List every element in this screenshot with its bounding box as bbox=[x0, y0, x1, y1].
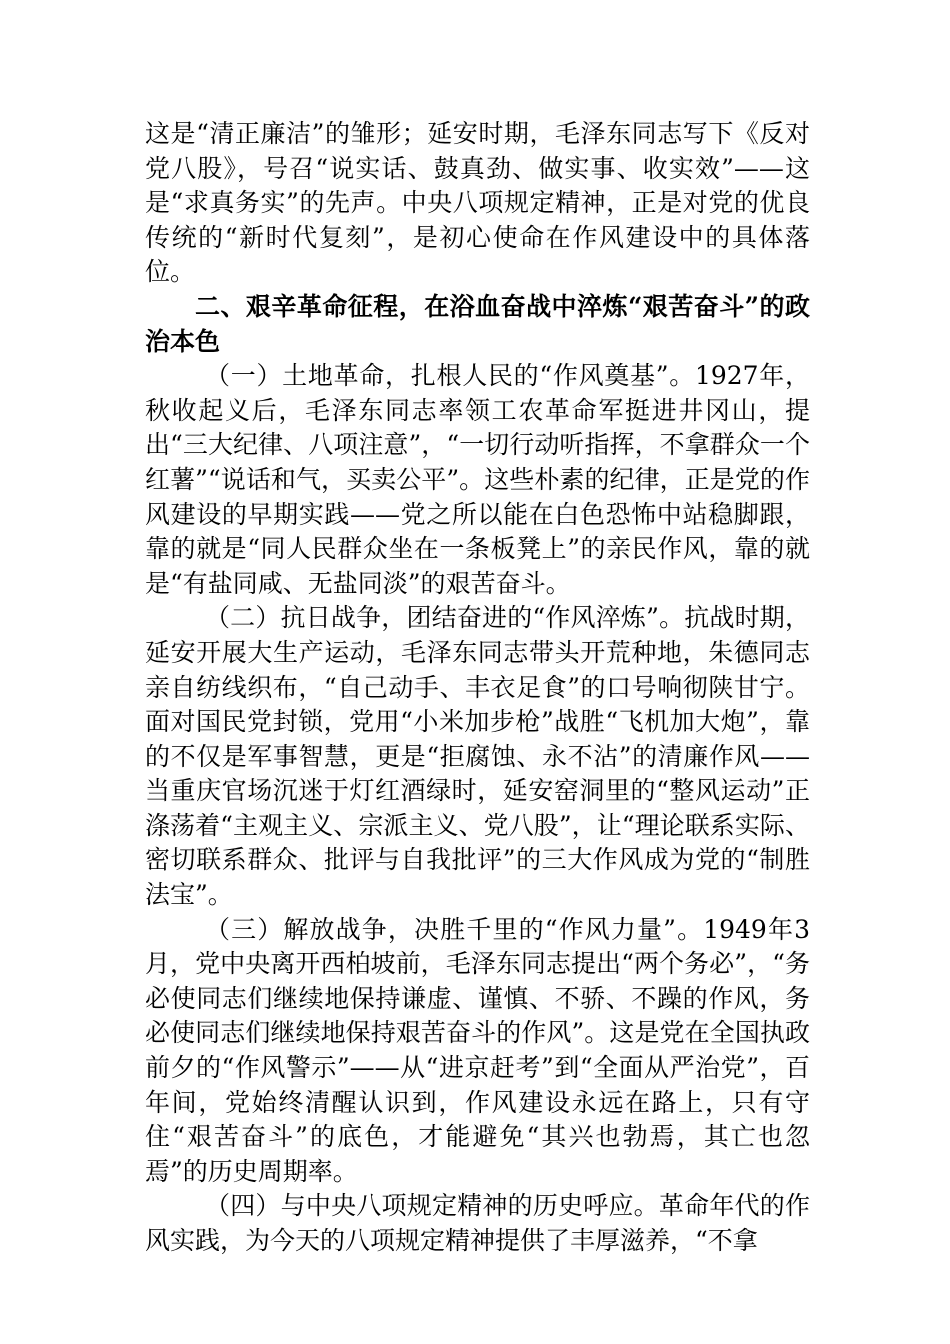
paragraph-anti-japanese-war: （二）抗日战争，团结奋进的“作风淬炼”。抗战时期，延安开展大生产运动，毛泽东同志带头开荒种地，朱德同志亲自纺线织布，“自己动手、丰衣足食”的口号响彻陕甘宁。面对国民党封锁，党用“小米加步枪”战胜“飞机加大炮”，靠的不仅是军事智慧，更是“拒腐蚀、永不沾”的清廉作风——当重庆官场沉迷于灯红酒绿时，延安窑洞里的“整风运动”正涤荡着“主观主义、宗派主义、党八股”，让“理论联系实际、密切联系群众、批评与自我批评”的三大作风成为党的“制胜法宝”。 bbox=[145, 603, 810, 910]
document-body bbox=[145, 117, 810, 1259]
paragraph-liberation-war: （三）解放战争，决胜千里的“作风力量”。1949年3月，党中央离开西柏坡前，毛泽东同志提出“两个务必”，“务必使同志们继续地保持谦虚、谨慎、不骄、不躁的作风，务必使同志们继续地保持艰苦奋斗的作风”。这是党在全国执政前夕的“作风警示”——从“进京赶考”到“全面从严治党”，百年间，党始终清醒认识到，作风建设永远在路上，只有守住“艰苦奋斗”的底色，才能避免“其兴也勃焉，其亡也忽焉”的历史周期率。 bbox=[145, 914, 810, 1186]
section-heading: 二、艰辛革命征程，在浴血奋战中淬炼“艰苦奋斗”的政治本色 bbox=[145, 291, 810, 356]
paragraph-land-revolution: （一）土地革命，扎根人民的“作风奠基”。1927年，秋收起义后，毛泽东同志率领工农革命军挺进井冈山，提出“三大纪律、八项注意”，“一切行动听指挥，不拿群众一个红薯”“说话和气，买卖公平”。这些朴素的纪律，正是党的作风建设的早期实践——党之所以能在白色恐怖中站稳脚跟，靠的就是“同人民群众坐在一条板凳上”的亲民作风，靠的就是“有盐同咸、无盐同淡”的艰苦奋斗。 bbox=[145, 361, 810, 598]
paragraph-continuation: 这是“清正廉洁”的雏形；延安时期，毛泽东同志写下《反对党八股》，号召“说实话、鼓真劲、做实事、收实效”——这是“求真务实”的先声。中央八项规定精神，正是对党的优良传统的“新时代复刻”，是初心使命在作风建设中的具体落位。 bbox=[145, 119, 810, 287]
paragraph-historical-echo: （四）与中央八项规定精神的历史呼应。革命年代的作风实践，为今天的八项规定精神提供了丰厚滋养，“不拿 bbox=[145, 1191, 810, 1255]
